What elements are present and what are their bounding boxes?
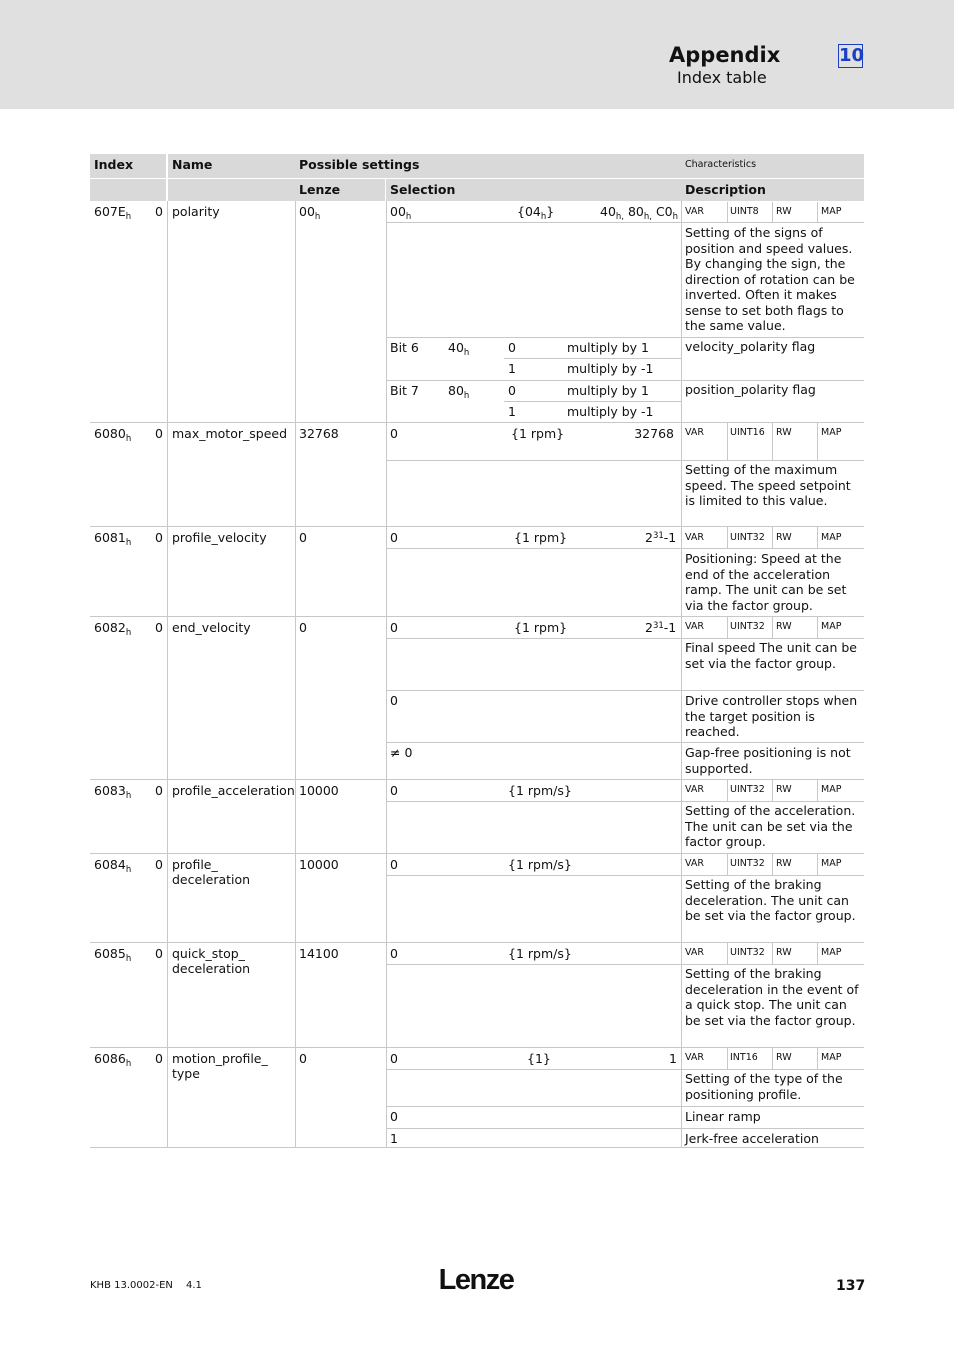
option-value: ≠ 0 bbox=[390, 745, 413, 760]
row-divider bbox=[387, 964, 864, 965]
row-divider bbox=[387, 742, 864, 743]
flag-value: 1 bbox=[508, 404, 516, 419]
char-type: VAR bbox=[685, 858, 704, 869]
char-divider bbox=[727, 423, 728, 460]
row-divider bbox=[387, 380, 864, 381]
name-cell: motion_profile_ bbox=[172, 1051, 268, 1066]
name-cell: type bbox=[172, 1066, 200, 1081]
char-divider bbox=[727, 854, 728, 875]
row-divider bbox=[387, 460, 864, 461]
description-cell: position_polarity flag bbox=[685, 382, 816, 397]
index-table bbox=[90, 154, 864, 1148]
bit-label: Bit 6 bbox=[390, 340, 419, 355]
name-cell: deceleration bbox=[172, 961, 251, 976]
char-datatype: INT16 bbox=[730, 1052, 758, 1063]
col-divider bbox=[386, 201, 387, 1148]
row-divider bbox=[387, 638, 864, 639]
subindex-cell: 0 bbox=[155, 783, 163, 798]
char-access: RW bbox=[776, 1052, 792, 1063]
selection-unit: {1} bbox=[527, 1051, 551, 1066]
char-type: VAR bbox=[685, 206, 704, 217]
char-access: RW bbox=[776, 532, 792, 543]
char-divider bbox=[727, 1048, 728, 1069]
selection-unit: {1 rpm/s} bbox=[508, 946, 572, 961]
char-map: MAP bbox=[821, 621, 842, 632]
flag-meaning: multiply by -1 bbox=[567, 404, 654, 419]
char-access: RW bbox=[776, 784, 792, 795]
char-map: MAP bbox=[821, 947, 842, 958]
option-description: Jerk-free acceleration bbox=[685, 1131, 819, 1146]
char-datatype: UINT16 bbox=[730, 427, 765, 438]
char-divider bbox=[772, 854, 773, 875]
selection-unit: {1 rpm} bbox=[511, 426, 565, 441]
char-divider bbox=[727, 202, 728, 222]
name-cell: quick_stop_ bbox=[172, 946, 245, 961]
char-divider bbox=[772, 1048, 773, 1069]
char-map: MAP bbox=[821, 858, 842, 869]
description-cell: Setting of the signs of position and speed values. By changing the sign, the direction of rotation can be inverted. Often it makes sense to set both flags to the same value. bbox=[685, 225, 855, 333]
char-divider bbox=[727, 943, 728, 964]
lenze-cell: 0 bbox=[299, 620, 307, 635]
char-datatype: UINT32 bbox=[730, 532, 765, 543]
lenze-cell: 0 bbox=[299, 1051, 307, 1066]
char-datatype: UINT32 bbox=[730, 858, 765, 869]
selection-min: 0 bbox=[390, 783, 398, 798]
char-access: RW bbox=[776, 427, 792, 438]
char-datatype: UINT32 bbox=[730, 621, 765, 632]
option-value: 1 bbox=[390, 1131, 398, 1146]
row-divider bbox=[90, 616, 864, 617]
col-header-index: Index bbox=[90, 154, 166, 178]
char-divider bbox=[727, 527, 728, 548]
svg-text:Lenze: Lenze bbox=[438, 1264, 514, 1295]
row-divider bbox=[90, 942, 864, 943]
subindex-cell: 0 bbox=[155, 426, 163, 441]
name-cell: profile_velocity bbox=[172, 530, 267, 545]
selection-min: 0 bbox=[390, 1051, 398, 1066]
col-header-description: Description bbox=[681, 179, 864, 201]
flag-value: 0 bbox=[508, 340, 516, 355]
char-type: VAR bbox=[685, 1052, 704, 1063]
row-divider bbox=[504, 401, 681, 402]
selection-min: 0 bbox=[390, 857, 398, 872]
subindex-cell: 0 bbox=[155, 857, 163, 872]
col-header-characteristics: Characteristics bbox=[681, 154, 864, 178]
char-divider bbox=[772, 527, 773, 548]
subindex-cell: 0 bbox=[155, 620, 163, 635]
lenze-cell: 14100 bbox=[299, 946, 339, 961]
char-divider bbox=[772, 943, 773, 964]
char-divider bbox=[727, 780, 728, 801]
flag-meaning: multiply by 1 bbox=[567, 383, 649, 398]
col-header-selection: Selection bbox=[386, 179, 681, 201]
index-cell: $607E_h$ bbox=[94, 204, 132, 222]
description-cell: Final speed The unit can be set via the factor group. bbox=[685, 640, 857, 671]
char-divider bbox=[772, 423, 773, 460]
row-divider bbox=[387, 548, 864, 549]
char-map: MAP bbox=[821, 784, 842, 795]
char-datatype: UINT32 bbox=[730, 947, 765, 958]
char-divider bbox=[817, 527, 818, 548]
col-header-lenze: Lenze bbox=[295, 179, 385, 201]
char-type: VAR bbox=[685, 427, 704, 438]
char-access: RW bbox=[776, 947, 792, 958]
document-revision: 4.1 bbox=[186, 1280, 202, 1291]
char-type: VAR bbox=[685, 947, 704, 958]
char-type: VAR bbox=[685, 784, 704, 795]
col-header-name-blank bbox=[168, 179, 295, 201]
char-type: VAR bbox=[685, 532, 704, 543]
char-access: RW bbox=[776, 858, 792, 869]
page-number: 137 bbox=[836, 1278, 866, 1294]
description-cell: Positioning: Speed at the end of the acceleration ramp. The unit can be set via the factor group. bbox=[685, 551, 847, 613]
flag-meaning: multiply by 1 bbox=[567, 340, 649, 355]
char-datatype: UINT32 bbox=[730, 784, 765, 795]
name-cell: deceleration bbox=[172, 872, 251, 887]
row-divider bbox=[387, 801, 864, 802]
lenze-cell: 10000 bbox=[299, 857, 339, 872]
index-cell: $6084_h$ bbox=[94, 857, 132, 875]
char-type: VAR bbox=[685, 621, 704, 632]
row-divider bbox=[387, 337, 864, 338]
index-cell: $6080_h$ bbox=[94, 426, 132, 444]
selection-unit: {1 rpm} bbox=[514, 620, 568, 635]
selection-max: $2^{31}-1$ bbox=[645, 530, 677, 545]
char-map: MAP bbox=[821, 532, 842, 543]
char-divider bbox=[817, 1048, 818, 1069]
char-divider bbox=[817, 617, 818, 638]
name-cell: polarity bbox=[172, 204, 220, 219]
char-divider bbox=[772, 780, 773, 801]
row-divider bbox=[387, 1128, 864, 1129]
char-divider bbox=[772, 617, 773, 638]
selection-min: 0 bbox=[390, 620, 398, 635]
description-cell: Setting of the braking deceleration. The unit can be set via the factor group. bbox=[685, 877, 856, 923]
selection-min: 0 bbox=[390, 426, 398, 441]
row-divider bbox=[387, 222, 864, 223]
row-divider bbox=[90, 422, 864, 423]
description-cell: velocity_polarity flag bbox=[685, 339, 816, 354]
row-divider bbox=[387, 1106, 864, 1107]
page-subtitle: Index table bbox=[677, 68, 767, 87]
row-divider bbox=[90, 1147, 864, 1148]
name-cell: profile_acceleration bbox=[172, 783, 295, 798]
index-cell: $6082_h$ bbox=[94, 620, 132, 638]
char-map: MAP bbox=[821, 427, 842, 438]
bit-value: $80_h$ bbox=[448, 383, 470, 401]
row-divider bbox=[387, 875, 864, 876]
index-cell: $6086_h$ bbox=[94, 1051, 132, 1069]
index-cell: $6085_h$ bbox=[94, 946, 132, 964]
row-divider bbox=[504, 358, 681, 359]
char-divider bbox=[817, 780, 818, 801]
lenze-cell: 32768 bbox=[299, 426, 339, 441]
subindex-cell: 0 bbox=[155, 1051, 163, 1066]
char-divider bbox=[817, 854, 818, 875]
char-divider bbox=[772, 202, 773, 222]
selection-unit: $\{04_h\}$ bbox=[517, 204, 555, 222]
char-access: RW bbox=[776, 206, 792, 217]
char-divider bbox=[817, 202, 818, 222]
description-cell: Setting of the type of the positioning profile. bbox=[685, 1071, 843, 1102]
selection-max: $40_{h,}$ $80_{h,}$ $C0_h$ bbox=[600, 204, 679, 222]
page-title: Appendix bbox=[669, 43, 781, 67]
char-datatype: UINT8 bbox=[730, 206, 759, 217]
flag-value: 1 bbox=[508, 361, 516, 376]
lenze-cell: $00_h$ bbox=[299, 204, 321, 222]
col-header-possible-settings: Possible settings bbox=[295, 154, 681, 178]
document-id: KHB 13.0002-EN bbox=[90, 1280, 173, 1291]
subindex-cell: 0 bbox=[155, 204, 163, 219]
name-cell: end_velocity bbox=[172, 620, 251, 635]
option-description: Gap-free positioning is not supported. bbox=[685, 745, 851, 776]
row-divider bbox=[387, 690, 864, 691]
row-divider bbox=[90, 779, 864, 780]
col-header-index-blank bbox=[90, 179, 166, 201]
option-value: 0 bbox=[390, 693, 398, 708]
description-cell: Setting of the maximum speed. The speed setpoint is limited to this value. bbox=[685, 462, 851, 508]
row-divider bbox=[90, 1047, 864, 1048]
selection-unit: {1 rpm/s} bbox=[508, 857, 572, 872]
selection-min: 0 bbox=[390, 946, 398, 961]
char-map: MAP bbox=[821, 206, 842, 217]
option-description: Drive controller stops when the target position is reached. bbox=[685, 693, 858, 739]
col-header-name: Name bbox=[168, 154, 295, 178]
subindex-cell: 0 bbox=[155, 530, 163, 545]
subindex-cell: 0 bbox=[155, 946, 163, 961]
name-cell: profile_ bbox=[172, 857, 218, 872]
selection-unit: {1 rpm} bbox=[514, 530, 568, 545]
lenze-cell: 10000 bbox=[299, 783, 339, 798]
row-divider bbox=[387, 1069, 864, 1070]
col-divider bbox=[681, 201, 682, 1148]
option-value: 0 bbox=[390, 1109, 398, 1124]
description-cell: Setting of the braking deceleration in the event of a quick stop. The unit can be set via the factor group. bbox=[685, 966, 859, 1028]
row-divider bbox=[90, 853, 864, 854]
selection-max: 32768 bbox=[634, 426, 674, 441]
char-divider bbox=[727, 617, 728, 638]
col-divider bbox=[295, 201, 296, 1148]
col-divider bbox=[167, 201, 168, 1148]
bit-value: $40_h$ bbox=[448, 340, 470, 358]
index-cell: $6083_h$ bbox=[94, 783, 132, 801]
selection-min: 0 bbox=[390, 530, 398, 545]
char-divider bbox=[817, 423, 818, 460]
lenze-logo bbox=[436, 1263, 516, 1295]
flag-meaning: multiply by -1 bbox=[567, 361, 654, 376]
chapter-link[interactable]: 10 bbox=[839, 45, 865, 66]
description-cell: Setting of the acceleration. The unit can be set via the factor group. bbox=[685, 803, 856, 849]
name-cell: max_motor_speed bbox=[172, 426, 288, 441]
row-divider bbox=[90, 526, 864, 527]
selection-max: $2^{31}-1$ bbox=[645, 620, 677, 635]
selection-max: 1 bbox=[669, 1051, 677, 1066]
lenze-cell: 0 bbox=[299, 530, 307, 545]
char-access: RW bbox=[776, 621, 792, 632]
char-map: MAP bbox=[821, 1052, 842, 1063]
selection-unit: {1 rpm/s} bbox=[508, 783, 572, 798]
bit-label: Bit 7 bbox=[390, 383, 419, 398]
index-cell: $6081_h$ bbox=[94, 530, 132, 548]
char-divider bbox=[817, 943, 818, 964]
header-band bbox=[0, 0, 954, 109]
option-description: Linear ramp bbox=[685, 1109, 761, 1124]
flag-value: 0 bbox=[508, 383, 516, 398]
selection-min: $00_h$ bbox=[390, 204, 412, 222]
